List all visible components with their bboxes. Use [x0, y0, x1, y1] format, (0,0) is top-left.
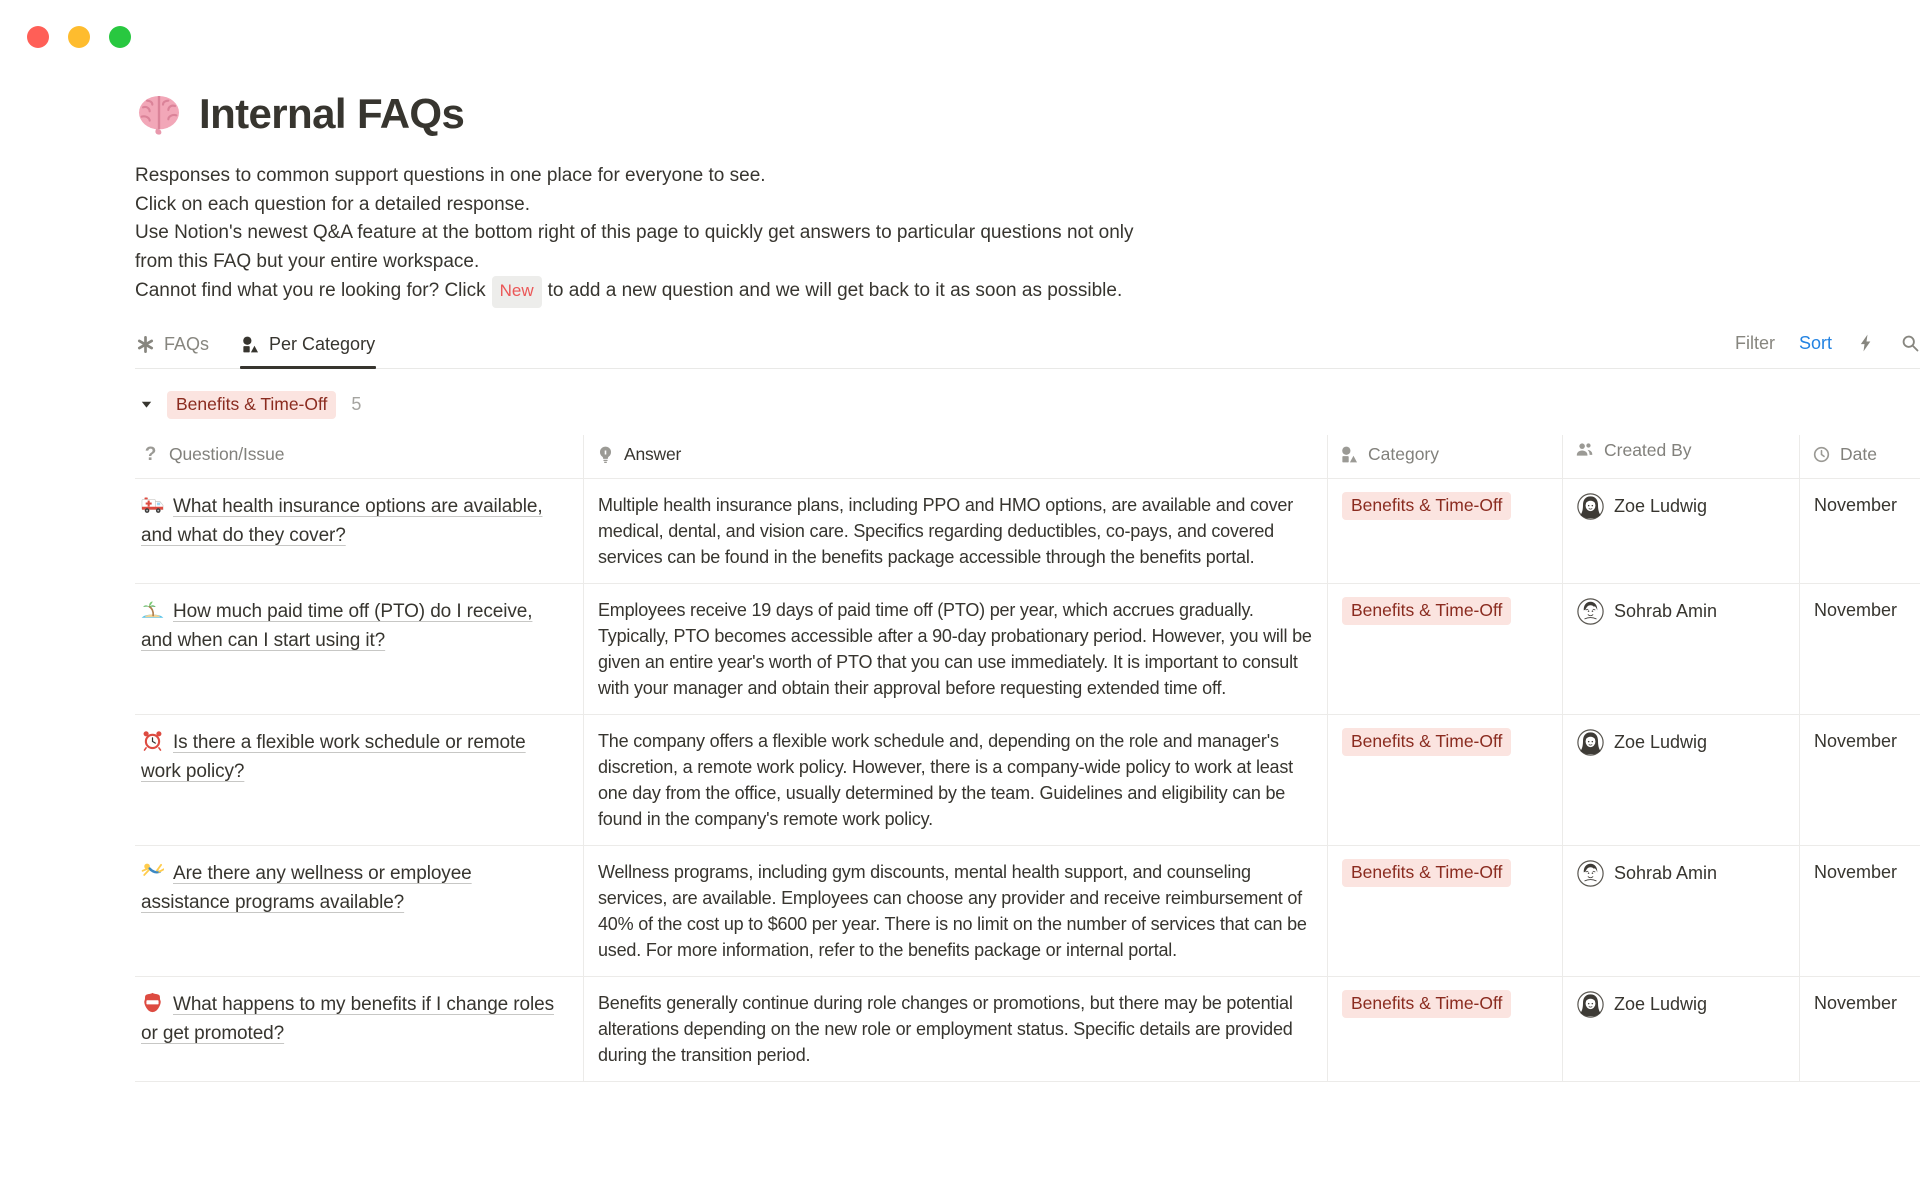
category-badge: Benefits & Time-Off [1342, 990, 1511, 1018]
close-window-button[interactable] [27, 26, 49, 48]
creator-name: Sohrab Amin [1614, 862, 1718, 883]
table-row [135, 714, 1920, 845]
question-link[interactable]: What health insurance options are available, and what do they cover? [141, 495, 543, 546]
question-cell[interactable] [135, 715, 584, 845]
board-icon [1340, 445, 1359, 464]
question-emoji-icon [141, 729, 164, 752]
date-value: November [1814, 494, 1898, 515]
notion-page [135, 0, 1920, 1082]
date-cell[interactable] [1800, 479, 1920, 583]
creator-name: Zoe Ludwig [1614, 731, 1708, 752]
description-line: from this FAQ but your entire workspace. [135, 250, 480, 272]
tab-label: FAQs [164, 333, 210, 354]
brain-emoji-icon [135, 90, 183, 138]
bolt-icon[interactable] [1856, 333, 1876, 353]
question-emoji-icon [141, 493, 164, 516]
zoom-window-button[interactable] [109, 26, 131, 48]
page-header [135, 90, 1920, 138]
minimize-window-button[interactable] [68, 26, 90, 48]
category-cell[interactable] [1328, 977, 1563, 1081]
column-label: Created By [1604, 439, 1692, 460]
board-icon [241, 335, 260, 354]
description-line: Click on each question for a detailed response. [135, 193, 531, 215]
question-cell[interactable] [135, 846, 584, 976]
column-label: Answer [624, 443, 682, 464]
date-value: November [1814, 730, 1898, 751]
answer-text: Multiple health insurance plans, including PPO and HMO options, are available and cover medical, dental, and vision care. Specifics regarding deductibles, co-pays, and covered services can be found in the benefits package accessible through the benefits portal. [598, 494, 1294, 567]
answer-text: Employees receive 19 days of paid time off (PTO) per year, which accrues gradually. Typically, PTO becomes accessible after a 90-day probationary period. However, you will be given an entire year's worth of PTO that you can use immediately. It is important to consult with your manager and obtain their approval before requesting extended time off. [598, 599, 1312, 698]
question-link[interactable]: Are there any wellness or employee assistance programs available? [141, 862, 472, 913]
column-header-question[interactable] [135, 435, 584, 478]
answer-cell[interactable] [584, 584, 1328, 714]
answer-text: Benefits generally continue during role changes or promotions, but there may be potential alterations depending on the new role or employment status. Specific details are provided during the transition period. [598, 992, 1293, 1065]
date-cell[interactable] [1800, 846, 1920, 976]
view-toolbar [135, 326, 1920, 369]
date-value: November [1814, 992, 1898, 1013]
creator-name: Zoe Ludwig [1614, 993, 1708, 1014]
category-cell[interactable] [1328, 479, 1563, 583]
category-badge: Benefits & Time-Off [1342, 597, 1511, 625]
column-header-created-by[interactable] [1563, 435, 1800, 478]
group-count: 5 [351, 394, 362, 415]
date-cell[interactable] [1800, 715, 1920, 845]
question-emoji-icon [141, 991, 164, 1014]
description-line: Use Notion's newest Q&A feature at the bottom right of this page to quickly get answers to particular questions not only [135, 222, 1134, 243]
table-row [135, 583, 1920, 714]
window-controls [27, 26, 131, 48]
avatar [1577, 493, 1604, 520]
tab-faqs[interactable] [135, 326, 210, 368]
search-icon[interactable] [1900, 333, 1920, 353]
bulb-icon [596, 445, 615, 464]
creator-name: Zoe Ludwig [1614, 495, 1708, 516]
creator-name: Sohrab Amin [1614, 600, 1718, 621]
new-badge: New [492, 276, 542, 308]
view-tabs [135, 326, 376, 368]
people-icon [1575, 440, 1594, 459]
question-link[interactable]: What happens to my benefits if I change roles or get promoted? [141, 993, 554, 1044]
category-badge: Benefits & Time-Off [1342, 859, 1511, 887]
answer-text: Wellness programs, including gym discounts, mental health support, and counseling services, are available. Employees can choose any provider and receive reimbursement of 40% of the cost up to $600 per year. There is no limit on the number of services that can be used. For more information, refer to the benefits package or internal portal. [598, 861, 1307, 960]
question-link[interactable]: How much paid time off (PTO) do I receive, and when can I start using it? [141, 600, 533, 651]
created-by-cell[interactable] [1563, 584, 1800, 714]
answer-cell[interactable] [584, 715, 1328, 845]
cta-suffix: to add a new question and we will get back to it as soon as possible. [547, 280, 1123, 301]
tab-label: Per Category [269, 333, 376, 354]
avatar [1577, 991, 1604, 1018]
date-value: November [1814, 599, 1898, 620]
table-row [135, 478, 1920, 583]
column-header-answer[interactable] [584, 435, 1328, 478]
column-header-date[interactable] [1800, 435, 1920, 478]
question-cell[interactable] [135, 479, 584, 583]
filter-button[interactable]: Filter [1734, 332, 1775, 353]
table-row [135, 845, 1920, 976]
created-by-cell[interactable] [1563, 846, 1800, 976]
cta-line [135, 276, 1920, 308]
answer-text: The company offers a flexible work schedule and, depending on the role and manager's discretion, a remote work policy. However, there is a company-wide policy to work at least one day from the office, usually determined by the team. Guidelines and eligibility can be found in the company's remote work policy. [598, 730, 1293, 829]
description-line: Responses to common support questions in one place for everyone to see. [135, 165, 766, 186]
sort-button[interactable]: Sort [1798, 332, 1832, 353]
category-cell[interactable] [1328, 846, 1563, 976]
question-emoji-icon [141, 598, 164, 621]
date-cell[interactable] [1800, 977, 1920, 1081]
category-cell[interactable] [1328, 584, 1563, 714]
column-label: Category [1368, 443, 1440, 464]
date-value: November [1814, 861, 1898, 882]
avatar [1577, 598, 1604, 625]
group-header [135, 391, 1920, 419]
tab-per-category[interactable] [240, 326, 376, 368]
question-emoji-icon [141, 860, 164, 883]
category-badge: Benefits & Time-Off [1342, 492, 1511, 520]
asterisk-icon [136, 335, 155, 354]
page-title: Internal FAQs [199, 90, 465, 137]
view-actions [1735, 333, 1920, 368]
faq-table [135, 435, 1920, 1082]
avatar [1577, 729, 1604, 756]
group-badge[interactable]: Benefits & Time-Off [167, 391, 336, 419]
page-description [135, 162, 1920, 308]
table-header [135, 435, 1920, 478]
clock-icon [1812, 445, 1831, 464]
column-label: Date [1840, 443, 1877, 464]
category-badge: Benefits & Time-Off [1342, 728, 1511, 756]
created-by-cell[interactable] [1563, 977, 1800, 1081]
avatar [1577, 860, 1604, 887]
question-cell[interactable] [135, 584, 584, 714]
answer-cell[interactable] [584, 846, 1328, 976]
created-by-cell[interactable] [1563, 479, 1800, 583]
answer-cell[interactable] [584, 479, 1328, 583]
created-by-cell[interactable] [1563, 715, 1800, 845]
question-cell[interactable] [135, 977, 584, 1081]
column-header-category[interactable] [1328, 435, 1563, 478]
cta-prefix: Cannot find what you re looking for? Click [135, 280, 486, 301]
table-row [135, 976, 1920, 1082]
column-label: Question/Issue [169, 443, 285, 464]
date-cell[interactable] [1800, 584, 1920, 714]
question-mark-icon: ? [144, 443, 157, 465]
chevron-down-icon[interactable] [139, 397, 154, 412]
answer-cell[interactable] [584, 977, 1328, 1081]
category-cell[interactable] [1328, 715, 1563, 845]
question-link[interactable]: Is there a flexible work schedule or remote work policy? [141, 731, 526, 782]
